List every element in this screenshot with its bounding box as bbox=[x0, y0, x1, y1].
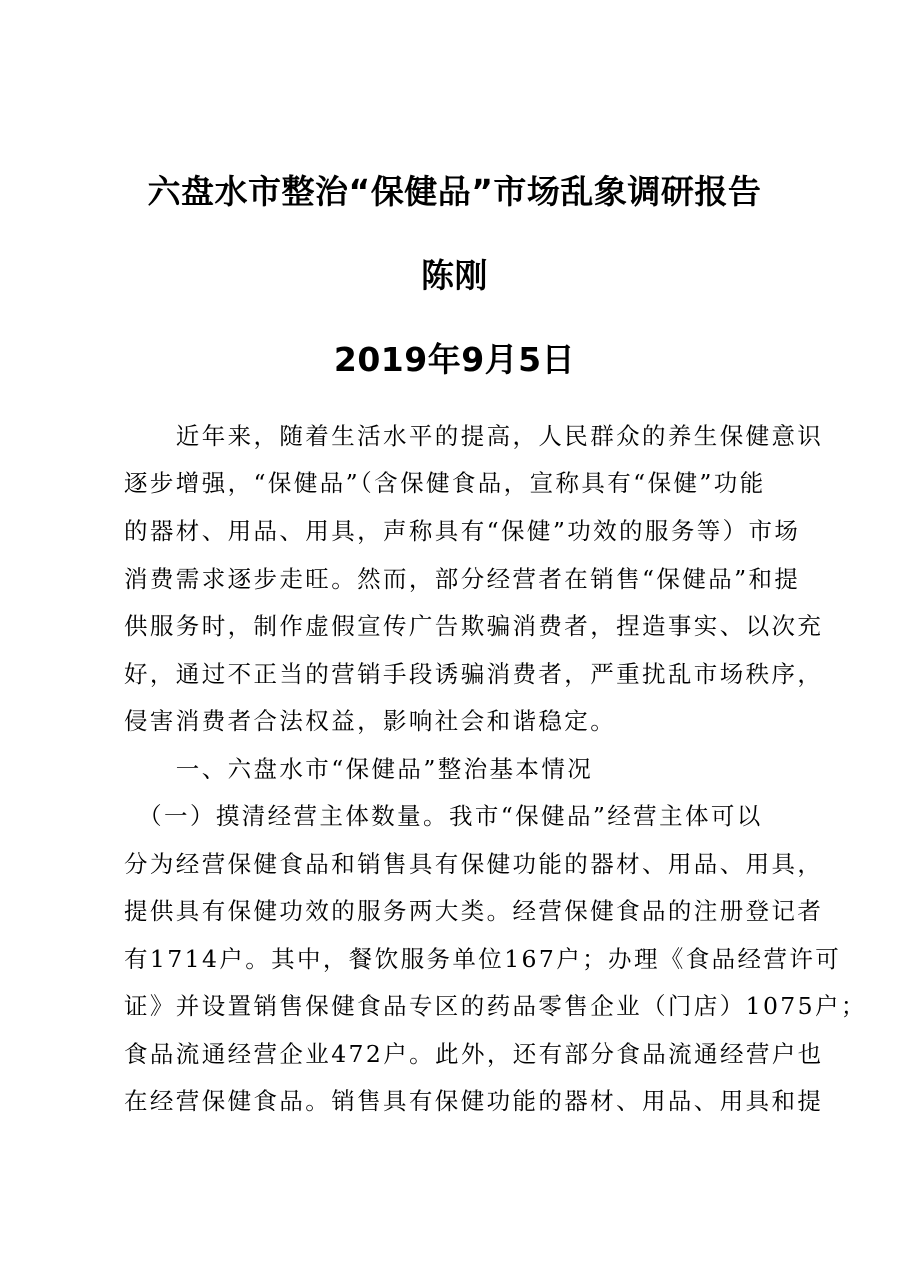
document-title: 六盘水市整治“保健品”市场乱象调研报告 bbox=[147, 172, 762, 211]
body-line: 证》并设置销售保健食品专区的药品零售企业（门店）1075户； bbox=[124, 992, 867, 1020]
document-date: 2019年9月5日 bbox=[333, 340, 576, 379]
body-line: 提供具有保健功效的服务两大类。经营保健食品的注册登记者 bbox=[124, 897, 824, 925]
body-line: 侵害消费者合法权益，影响社会和谐稳定。 bbox=[124, 707, 617, 735]
body-line: 近年来，随着生活水平的提高，人民群众的养生保健意识 bbox=[124, 422, 824, 450]
body-line: 有1714户。其中，餐饮服务单位167户；办理《食品经营许可 bbox=[124, 945, 842, 973]
document-author: 陈刚 bbox=[421, 256, 488, 295]
body-line: 在经营保健食品。销售具有保健功能的器材、用品、用具和提 bbox=[124, 1087, 824, 1115]
body-line: 消费需求逐步走旺。然而，部分经营者在销售“保健品”和提 bbox=[124, 565, 801, 593]
body-line: （一）摸清经营主体数量。我市“保健品”经营主体可以 bbox=[124, 802, 763, 830]
section-heading: 一、六盘水市“保健品”整治基本情况 bbox=[124, 755, 594, 783]
body-line: 好，通过不正当的营销手段诱骗消费者，严重扰乱市场秩序， bbox=[124, 660, 824, 688]
body-line: 逐步增强，“保健品”（含保健食品，宣称具有“保健”功能 bbox=[124, 469, 766, 497]
body-line: 供服务时，制作虚假宣传广告欺骗消费者，捏造事实、以次充 bbox=[124, 612, 824, 640]
body-line: 分为经营保健食品和销售具有保健功能的器材、用品、用具， bbox=[124, 850, 824, 878]
body-line: 食品流通经营企业472户。此外，还有部分食品流通经营户也 bbox=[124, 1040, 824, 1068]
body-line: 的器材、用品、用具，声称具有“保健”功效的服务等）市场 bbox=[124, 517, 801, 545]
